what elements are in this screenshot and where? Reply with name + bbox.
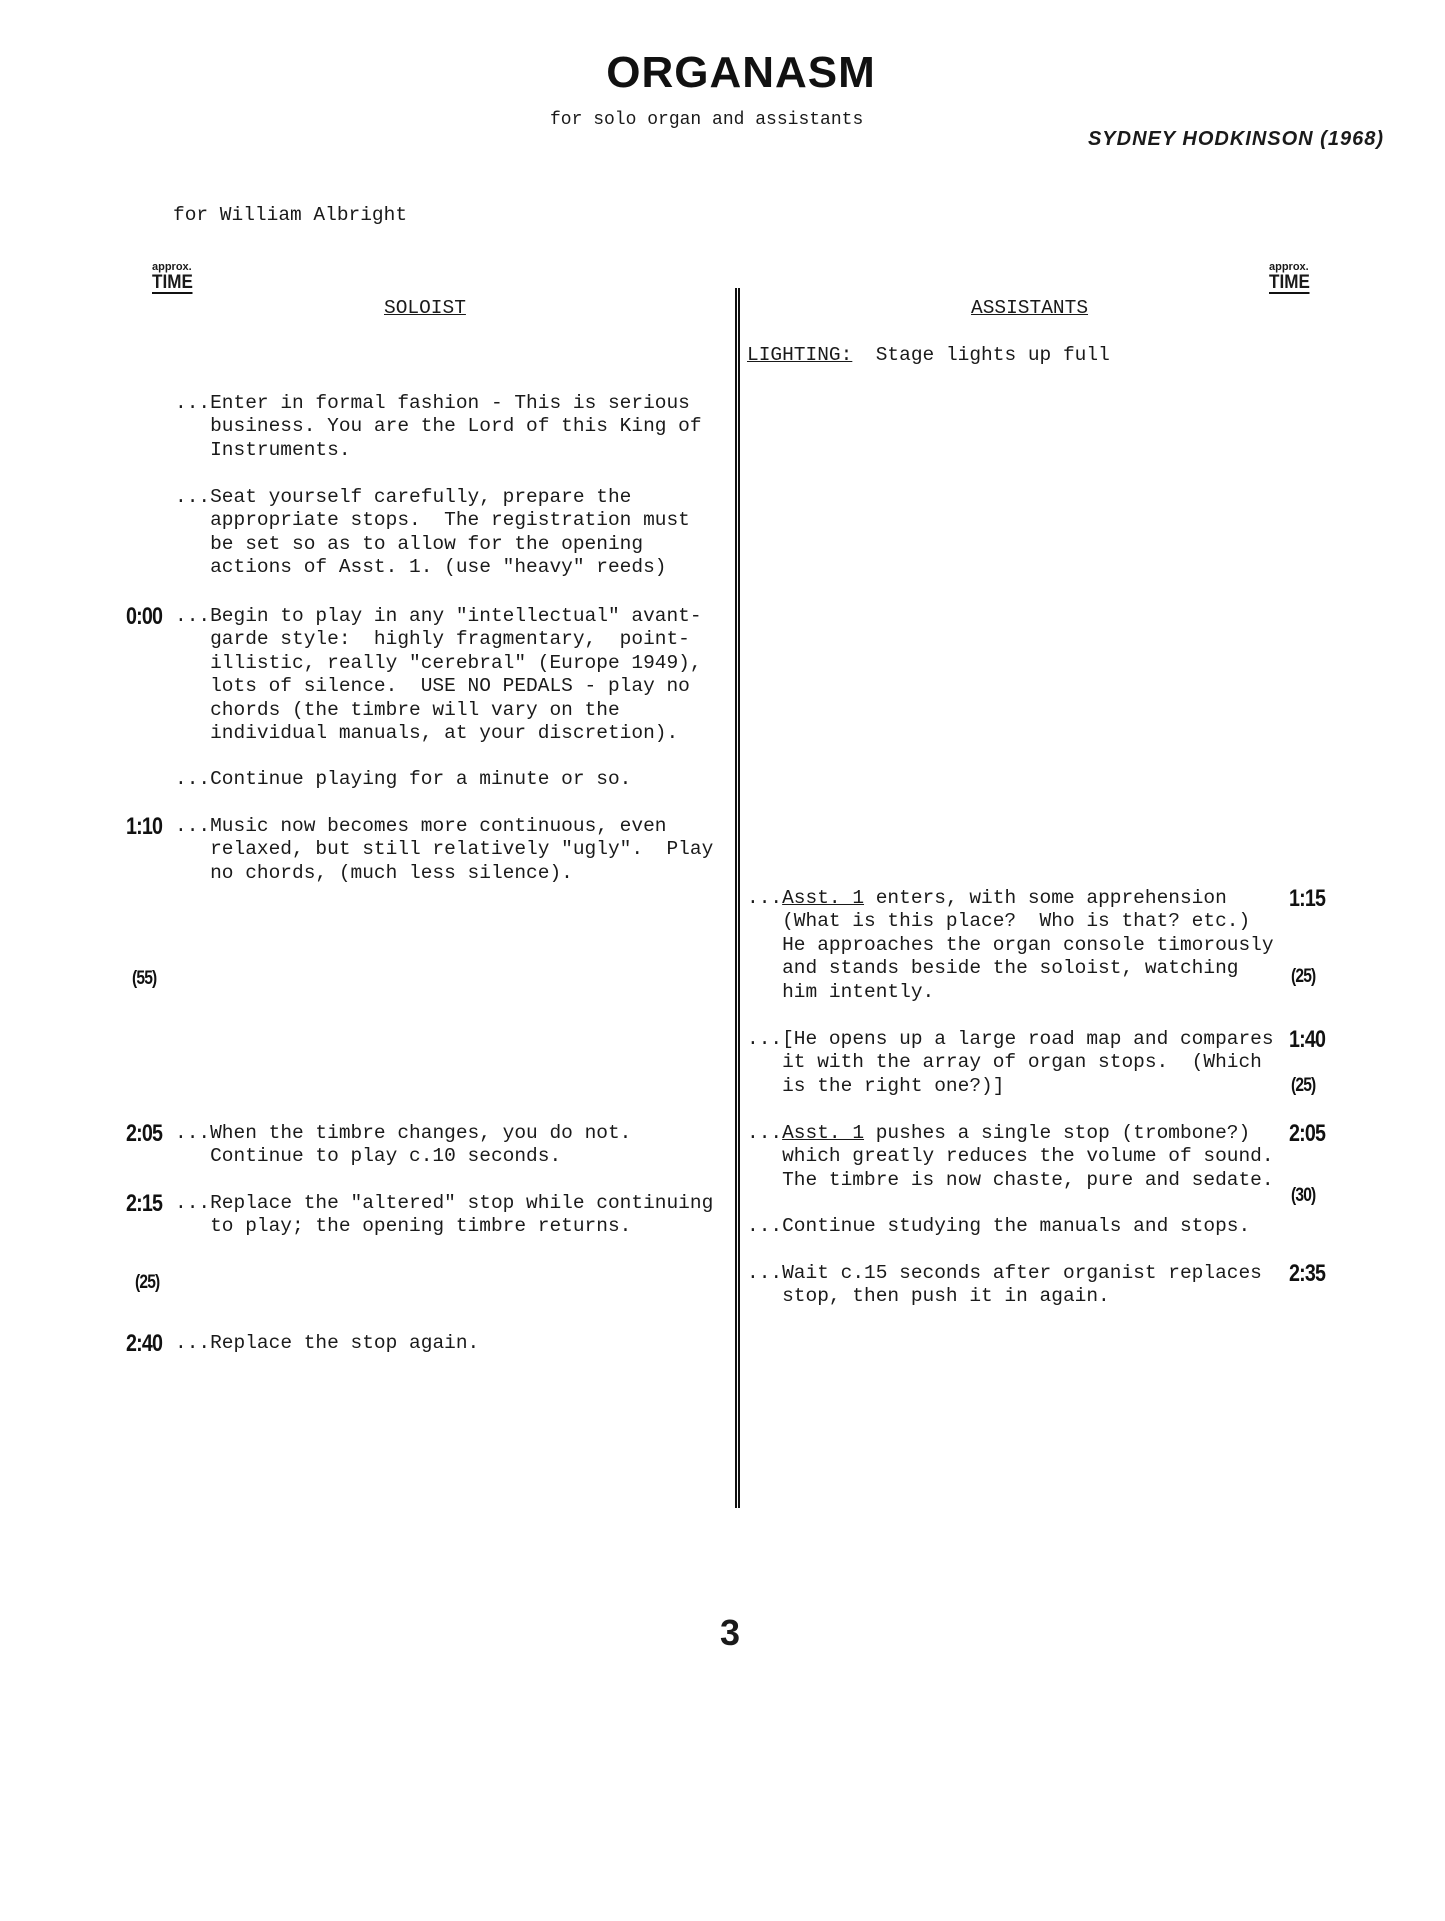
assistant-name: Asst. 1: [782, 1122, 865, 1144]
cue-line: ...Wait c.15 seconds after organist replaces: [747, 1262, 1262, 1284]
cue-line: ...Replace the stop again.: [175, 1332, 480, 1354]
ellipsis: ...: [747, 887, 783, 909]
cue-paragraph: [175, 815, 713, 885]
cue-text: pushes a single stop (trombone?): [864, 1122, 1251, 1144]
time-label: TIME: [152, 272, 193, 293]
duration-mark: (55): [132, 968, 157, 989]
subtitle: for solo organ and assistants: [550, 110, 864, 130]
duration-mark: (30): [1291, 1185, 1316, 1206]
cue-line: actions of Asst. 1. (use "heavy" reeds): [210, 556, 667, 579]
cue-line: no chords, (much less silence).: [210, 861, 573, 884]
duration-mark: (25): [135, 1272, 160, 1293]
cue-line: [747, 1122, 1274, 1145]
cue-paragraph: [175, 486, 690, 580]
cue-line: ...Continue studying the manuals and stops.: [747, 1215, 1251, 1237]
soloist-heading: SOLOIST: [384, 297, 466, 319]
approx-label: approx.: [1269, 261, 1309, 273]
cue-line: which greatly reduces the volume of sound.: [782, 1145, 1274, 1168]
cue-line: ...Music now becomes more continuous, even: [175, 815, 667, 837]
cue-line: (What is this place? Who is that? etc.): [782, 910, 1251, 933]
cue-paragraph: [175, 605, 702, 745]
duration-mark: (25): [1291, 1075, 1316, 1096]
time-mark: 2:35: [1289, 1260, 1326, 1287]
cue-line: ...Begin to play in any "intellectual" avant-: [175, 605, 702, 627]
cue-line: garde style: highly fragmentary, point-: [210, 628, 690, 651]
time-mark: 2:05: [1289, 1120, 1326, 1147]
lighting-text: Stage lights up full: [852, 344, 1110, 366]
cue-paragraph: [175, 1192, 713, 1239]
cue-paragraph: [747, 887, 1274, 1004]
time-mark: 0:00: [126, 603, 163, 630]
lighting-label: LIGHTING:: [747, 344, 853, 366]
approx-label: approx.: [152, 261, 192, 273]
cue-paragraph: [175, 392, 702, 462]
cue-line: chords (the timbre will vary on the: [210, 698, 620, 721]
cue-line: to play; the opening timbre returns.: [210, 1215, 632, 1238]
cue-line: The timbre is now chaste, pure and sedate.: [782, 1168, 1274, 1191]
cue-paragraph: [175, 1122, 631, 1169]
cue-line: He approaches the organ console timorously: [782, 933, 1274, 956]
cue-line: ...[He opens up a large road map and compares: [747, 1028, 1274, 1050]
dedication: for William Albright: [173, 204, 408, 226]
cue-line: him intently.: [782, 980, 935, 1003]
cue-line: ...Enter in formal fashion - This is serious: [175, 392, 690, 414]
time-label: TIME: [1269, 272, 1310, 293]
piece-title: ORGANASM: [606, 48, 876, 97]
cue-paragraph: [747, 1215, 1250, 1238]
time-mark: 1:10: [126, 813, 163, 840]
time-mark: 1:40: [1289, 1026, 1326, 1053]
cue-line: and stands beside the soloist, watching: [782, 957, 1239, 980]
ellipsis: ...: [747, 1122, 783, 1144]
cue-line: illistic, really "cerebral" (Europe 1949),: [210, 651, 702, 674]
page-number: 3: [720, 1612, 741, 1653]
cue-line: lots of silence. USE NO PEDALS - play no: [210, 675, 690, 698]
cue-line: ...Seat yourself carefully, prepare the: [175, 486, 632, 508]
cue-paragraph: [747, 1122, 1274, 1192]
column-divider: [735, 288, 740, 1508]
cue-line: stop, then push it in again.: [782, 1285, 1110, 1308]
time-mark: 2:05: [126, 1120, 163, 1147]
assistant-name: Asst. 1: [782, 887, 865, 909]
cue-line: ...Replace the "altered" stop while continuing: [175, 1192, 714, 1214]
cue-line: Continue to play c.10 seconds.: [210, 1145, 562, 1168]
cue-line: appropriate stops. The registration must: [210, 509, 690, 532]
lighting-cue: [747, 344, 1110, 367]
approx-time-label-left: [152, 262, 197, 294]
cue-line: individual manuals, at your discretion).: [210, 722, 679, 745]
cue-paragraph: [175, 768, 631, 791]
cue-line: relaxed, but still relatively "ugly". Play: [210, 838, 714, 861]
composer: SYDNEY HODKINSON (1968): [1087, 128, 1384, 150]
time-mark: 2:40: [126, 1330, 163, 1357]
cue-line: [747, 887, 1274, 910]
duration-mark: (25): [1291, 966, 1316, 987]
cue-line: be set so as to allow for the opening: [210, 532, 644, 555]
cue-paragraph: [175, 1332, 479, 1355]
cue-line: ...Continue playing for a minute or so.: [175, 768, 632, 790]
assistants-heading: ASSISTANTS: [971, 297, 1089, 319]
cue-line: it with the array of organ stops. (Which: [782, 1051, 1262, 1074]
cue-line: ...When the timbre changes, you do not.: [175, 1122, 632, 1144]
cue-paragraph: [747, 1028, 1274, 1098]
cue-text: enters, with some apprehension: [864, 887, 1227, 909]
cue-line: business. You are the Lord of this King of: [210, 415, 702, 438]
time-mark: 2:15: [126, 1190, 163, 1217]
time-mark: 1:15: [1289, 885, 1326, 912]
cue-line: Instruments.: [210, 438, 351, 461]
cue-paragraph: [747, 1262, 1262, 1309]
cue-line: is the right one?)]: [782, 1074, 1005, 1097]
approx-time-label-right: [1269, 262, 1314, 294]
